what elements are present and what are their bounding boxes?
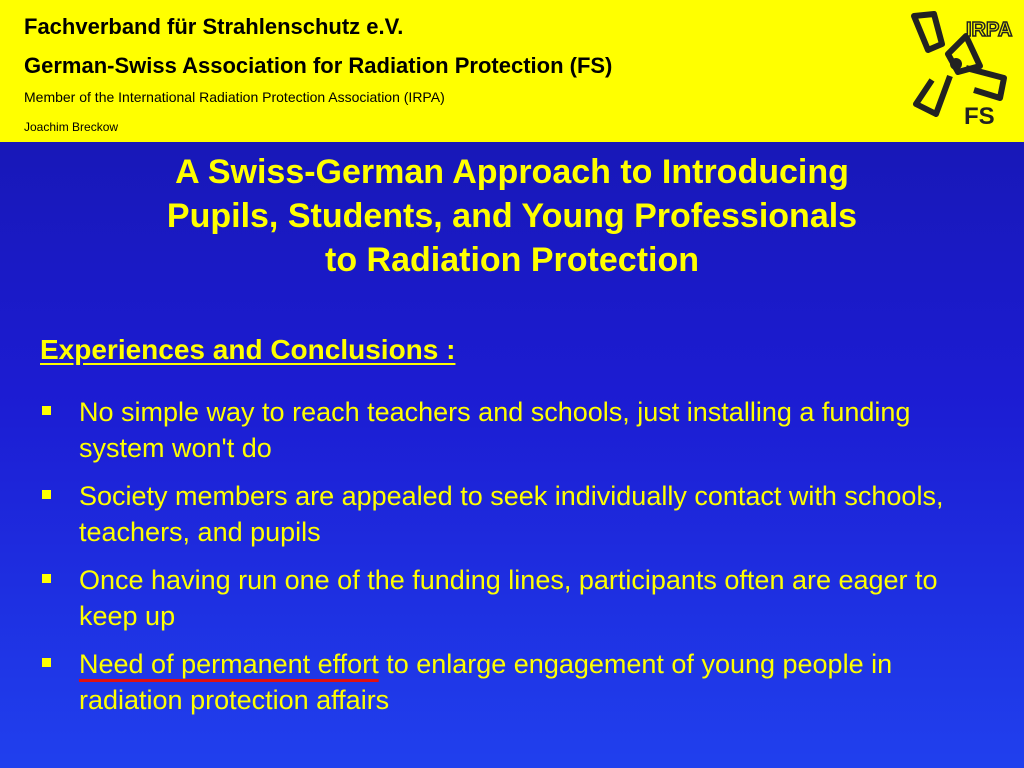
slide-title [60,150,964,282]
bullet-text: Society members are appealed to seek individually contact with schools, teachers, and pupils [79,481,944,547]
square-bullet-icon [42,490,51,499]
fs-irpa-logo-icon [906,6,1016,134]
bullet-item [40,562,1000,634]
bullet-text: No simple way to reach teachers and schools, just installing a funding system won't do [79,397,911,463]
bullet-list [40,394,1000,730]
slide-body [0,142,1024,768]
header-banner [0,0,1024,142]
author-name: Joachim Breckow [24,120,119,134]
square-bullet-icon [42,658,51,667]
logo-fs-text: FS [964,103,995,130]
title-line: A Swiss-German Approach to Introducing [175,153,849,191]
title-line: Pupils, Students, and Young Professionals [166,197,858,235]
bullet-emphasis: Need of permanent effort [79,649,379,679]
membership-note: Member of the International Radiation Protection Association (IRPA) [24,89,445,105]
section-heading: Experiences and Conclusions : [40,334,456,365]
bullet-item [40,394,1000,466]
title-line: to Radiation Protection [325,241,699,279]
logo-irpa-text: IRPA [966,19,1013,41]
square-bullet-icon [42,406,51,415]
org-name-english: German-Swiss Association for Radiation Protection (FS) [24,53,613,78]
org-name-german: Fachverband für Strahlenschutz e.V. [24,14,404,39]
bullet-text: to enlarge engagement of young people in radiation protection affairs [79,649,893,715]
bullet-item [40,646,1000,718]
bullet-text: Once having run one of the funding lines, participants often are eager to keep up [79,565,938,631]
square-bullet-icon [42,574,51,583]
bullet-item [40,478,1000,550]
fs-irpa-logo [906,6,1016,134]
